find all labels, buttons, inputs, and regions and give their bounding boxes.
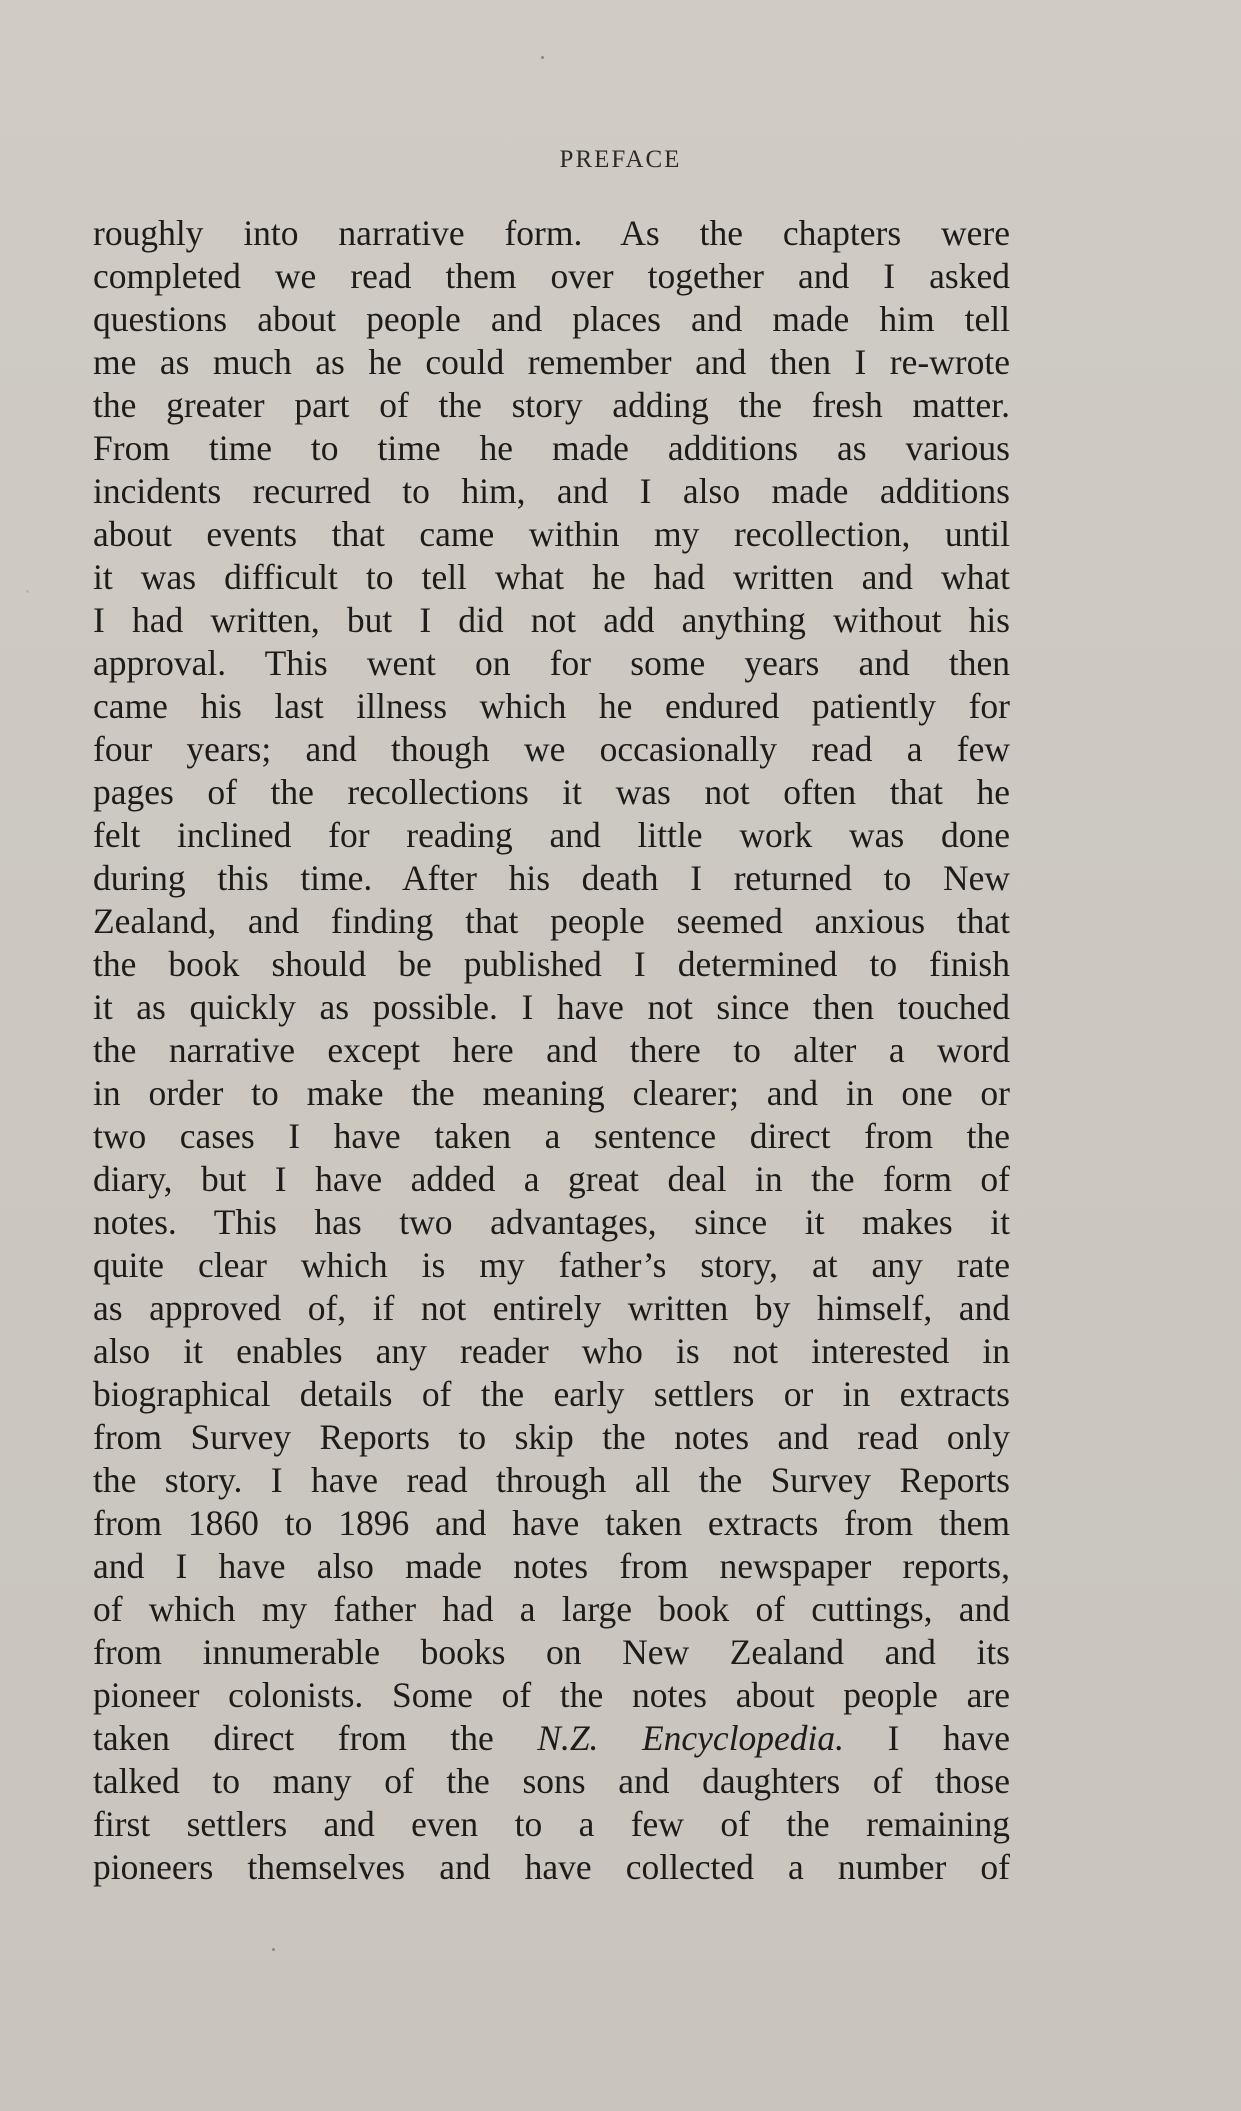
text-line: of which my father had a large book of cuttings, and xyxy=(93,1589,1010,1629)
text-line: felt inclined for reading and little work was done xyxy=(93,815,1010,855)
text-segment: taken direct from the xyxy=(93,1718,538,1758)
running-head: PREFACE xyxy=(559,146,682,173)
italic-title: N.Z. Encyclopedia. xyxy=(537,1718,845,1758)
text-line: approval. This went on for some years and then xyxy=(93,643,1010,683)
text-line: completed we read them over together and I asked xyxy=(93,256,1010,296)
text-line: in order to make the meaning clearer; and in one or xyxy=(93,1073,1010,1113)
text-line: two cases I have taken a sentence direct from the xyxy=(93,1116,1010,1156)
text-line-encyclopedia xyxy=(93,1717,1010,1760)
paper-speck xyxy=(272,1948,275,1951)
text-line: questions about people and places and made him tell xyxy=(93,299,1010,339)
text-line: the narrative except here and there to alter a word xyxy=(93,1030,1010,1070)
text-line: pioneers themselves and have collected a number of xyxy=(93,1847,1010,1887)
paper-speck xyxy=(541,56,544,59)
body-text xyxy=(93,212,1010,1889)
text-line: it was difficult to tell what he had written and what xyxy=(93,557,1010,597)
text-line: four years; and though we occasionally read a few xyxy=(93,729,1010,769)
text-line: me as much as he could remember and then I re-wrote xyxy=(93,342,1010,382)
text-line: from innumerable books on New Zealand and its xyxy=(93,1632,1010,1672)
text-line: from Survey Reports to skip the notes and read only xyxy=(93,1417,1010,1457)
text-line: from 1860 to 1896 and have taken extracts from them xyxy=(93,1503,1010,1543)
text-line: during this time. After his death I returned to New xyxy=(93,858,1010,898)
text-line: notes. This has two advantages, since it makes it xyxy=(93,1202,1010,1242)
text-line: incidents recurred to him, and I also made additions xyxy=(93,471,1010,511)
text-line: Zealand, and finding that people seemed anxious that xyxy=(93,901,1010,941)
text-line: came his last illness which he endured patiently for xyxy=(93,686,1010,726)
text-line: the story. I have read through all the Survey Reports xyxy=(93,1460,1010,1500)
text-line: From time to time he made additions as various xyxy=(93,428,1010,468)
text-line: about events that came within my recollection, until xyxy=(93,514,1010,554)
text-line: talked to many of the sons and daughters of those xyxy=(93,1761,1010,1801)
text-line: the book should be published I determined to finish xyxy=(93,944,1010,984)
text-line: pages of the recollections it was not often that he xyxy=(93,772,1010,812)
text-line: biographical details of the early settlers or in extracts xyxy=(93,1374,1010,1414)
text-line: it as quickly as possible. I have not since then touched xyxy=(93,987,1010,1027)
text-line: I had written, but I did not add anything without his xyxy=(93,600,1010,640)
text-segment: I have xyxy=(844,1718,1010,1758)
text-line: also it enables any reader who is not interested in xyxy=(93,1331,1010,1371)
text-line: quite clear which is my father’s story, at any rate xyxy=(93,1245,1010,1285)
text-line: roughly into narrative form. As the chapters were xyxy=(93,213,1010,253)
text-line: first settlers and even to a few of the remaining xyxy=(93,1804,1010,1844)
text-line: and I have also made notes from newspaper reports, xyxy=(93,1546,1010,1586)
text-line: diary, but I have added a great deal in the form of xyxy=(93,1159,1010,1199)
paper-speck xyxy=(26,590,29,593)
text-line: the greater part of the story adding the fresh matter. xyxy=(93,385,1010,425)
text-line: pioneer colonists. Some of the notes about people are xyxy=(93,1675,1010,1715)
text-line: as approved of, if not entirely written by himself, and xyxy=(93,1288,1010,1328)
